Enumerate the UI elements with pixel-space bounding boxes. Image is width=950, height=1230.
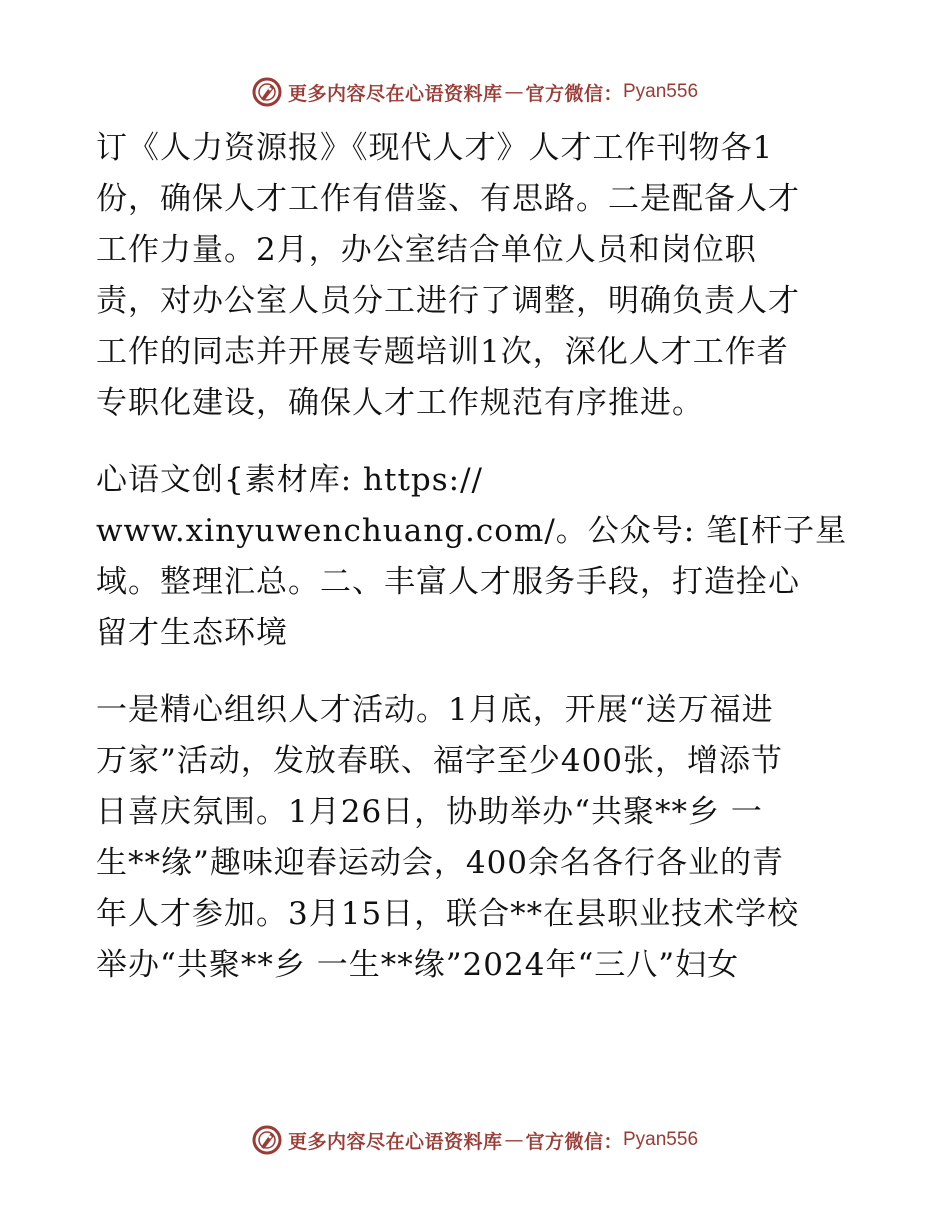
text-line: 责，对办公室人员分工进行了调整，明确负责人才	[96, 283, 800, 319]
document-body	[96, 123, 856, 991]
banner-dash: —	[504, 1129, 524, 1151]
text-line: 订《人力资源报》《现代人才》人才工作刊物各1	[96, 130, 774, 166]
text-line: 生**缘”趣味迎春运动会，400余名各行各业的青	[96, 845, 785, 881]
pen-nib-logo-icon	[252, 77, 282, 107]
banner-main-text: 更多内容尽在心语资料库	[287, 82, 503, 105]
text-line: 日喜庆氛围。1月26日，协助举办“共聚**乡 一	[96, 794, 763, 830]
banner-main-text: 更多内容尽在心语资料库	[287, 1130, 503, 1153]
paragraph-spacer	[96, 429, 856, 455]
text-line: 份，确保人才工作有借鉴、有思路。二是配备人才	[96, 181, 800, 217]
text-line: 年人才参加。3月15日，联合**在县职业技术学校	[96, 896, 800, 932]
banner-dash: —	[504, 81, 524, 103]
pen-nib-logo-icon	[252, 1125, 282, 1155]
text-line: 工作的同志并开展专题培训1次，深化人才工作者	[96, 334, 789, 370]
paragraph-2	[96, 455, 856, 659]
paragraph-1	[96, 123, 856, 429]
paragraph-spacer	[96, 659, 856, 685]
text-line: 心语文创{素材库: https://	[96, 462, 483, 498]
banner-wechat-label: 官方微信：	[525, 82, 623, 105]
text-line: 工作力量。2月，办公室结合单位人员和岗位职	[96, 232, 757, 268]
text-line: 万家”活动，发放春联、福字至少400张，增添节	[96, 743, 784, 779]
footer-banner	[0, 1120, 950, 1160]
banner-wechat-label: 官方微信：	[525, 1130, 623, 1153]
banner-wechat-account: Pyan556	[623, 1129, 699, 1150]
text-line: 专职化建设，确保人才工作规范有序推进。	[96, 385, 704, 421]
header-banner	[0, 72, 950, 112]
text-line: 举办“共聚**乡 一生**缘”2024年“三八”妇女	[96, 947, 740, 983]
banner-wechat-account: Pyan556	[623, 81, 699, 102]
text-line: 域。整理汇总。二、丰富人才服务手段，打造拴心	[96, 564, 800, 600]
paragraph-3	[96, 685, 856, 991]
text-line: www.xinyuwenchuang.com/。公众号: 笔[杆子星	[96, 513, 848, 549]
text-line: 一是精心组织人才活动。1月底，开展“送万福进	[96, 692, 774, 728]
text-line: 留才生态环境	[96, 615, 288, 651]
